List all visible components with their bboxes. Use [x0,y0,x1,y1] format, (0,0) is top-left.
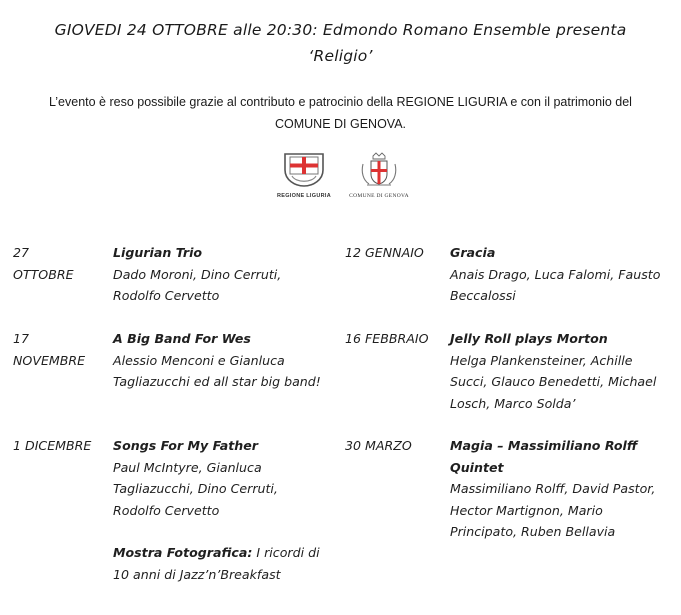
event-gracia [450,242,660,307]
event-date-feb-16: 16 FEBBRAIO [345,331,429,346]
event-performers: Beccalossi [450,288,516,303]
comune-genova-logo [342,152,416,199]
event-performers: Rodolfo Cervetto [113,288,220,303]
headline-line-2: ‘Religio’ [308,47,373,65]
event-performers: Principato, Ruben Bellavia [450,524,616,539]
photo-exhibition-note [113,542,320,585]
photo-exhibition-text: I ricordi di [252,545,320,560]
event-big-band-for-wes [113,328,321,393]
event-title: Songs For My Father [113,438,258,453]
event-date-nov-17: 17 NOVEMBRE [13,331,86,368]
regione-liguria-label: REGIONE LIGURIA [276,193,331,199]
event-date-oct-27: 27 OTTOBRE [13,245,74,282]
event-performers: Rodolfo Cervetto [113,502,220,518]
event-performers: Anais Drago, Luca Falomi, Fausto [450,266,661,282]
event-ligurian-trio [113,242,281,307]
headline-line-1: GIOVEDI 24 OTTOBRE alle 20:30: Edmondo Romano Ensemble presenta [54,21,627,39]
event-performers: Tagliazucchi, Dino Cerruti, [113,481,278,496]
event-title: A Big Band For Wes [113,331,251,346]
intro-line-2: COMUNE DI GENOVA. [274,117,407,131]
photo-exhibition-text: 10 anni di Jazz’n’Breakfast [113,566,281,582]
event-performers: Succi, Glauco Benedetti, Michael [450,374,657,389]
event-magia-rolff-quintet [450,435,655,543]
event-performers: Losch, Marco Solda’ [450,395,576,411]
event-title: Magia – Massimiliano Rolff [450,438,638,453]
event-jelly-roll-plays-morton [450,328,656,414]
event-title: Ligurian Trio [113,245,203,260]
event-date-mar-30: 30 MARZO [345,438,412,453]
event-date-jan-12: 12 GENNAIO [345,245,424,260]
event-songs-for-my-father [113,435,278,521]
genova-coat-of-arms-icon [357,152,401,188]
event-performers: Tagliazucchi ed all star big band! [113,374,321,389]
regione-liguria-logo [266,152,342,199]
event-performers: Massimiliano Rolff, David Pastor, [450,481,656,496]
event-performers: Hector Martignon, Mario [450,502,603,518]
event-title: Jelly Roll plays Morton [450,331,608,346]
event-date-dec-1: 1 DICEMBRE [13,438,92,453]
event-title: Gracia [450,245,496,260]
event-performers: Paul McIntyre, Gianluca [113,459,262,475]
photo-exhibition-title: Mostra Fotografica: [113,545,253,560]
event-title: Quintet [450,459,504,475]
event-performers: Dado Moroni, Dino Cerruti, [113,266,282,282]
regione-liguria-emblem-icon [279,152,329,188]
comune-genova-label: COMUNE DI GENOVA [349,193,409,199]
event-performers: Alessio Menconi e Gianluca [113,352,285,368]
sponsor-logos [0,152,681,202]
event-performers: Helga Plankensteiner, Achille [450,352,633,368]
intro-line-1: L’evento è reso possibile grazie al contributo e patrocinio della REGIONE LIGURIA e con il patrimonio del [49,95,632,109]
